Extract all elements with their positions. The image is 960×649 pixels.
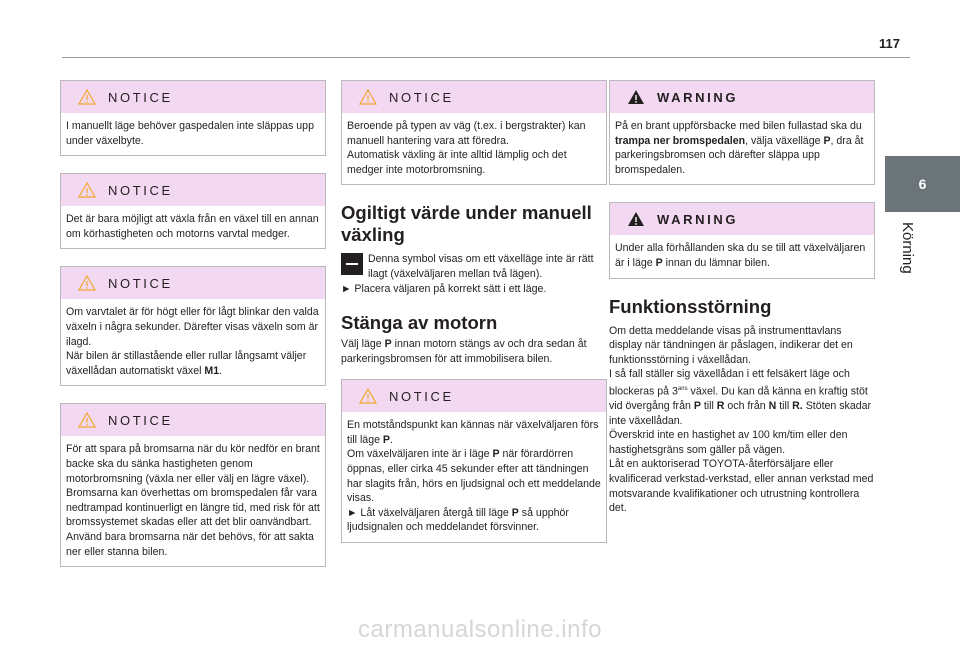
notice-header [61, 174, 325, 206]
notice-title: NOTICE [108, 89, 173, 105]
warning-body [610, 113, 874, 184]
chapter-tab[interactable] [885, 156, 960, 212]
section-invalid-body [341, 252, 607, 297]
symbol-row [341, 252, 607, 282]
malfunction-text: Överskrid inte en hastighet av 100 km/tim eller den hastighetsgräns som gäller på vägen. [609, 429, 848, 456]
notice-title: NOTICE [108, 182, 173, 198]
notice-text: Om varvtalet är för högt eller för lågt blinkar den valda växeln i några sekunder. Därefter visas växeln som är ilagd. [66, 306, 319, 348]
notice-text: När bilen är stillastående eller rullar långsamt väljer växellådan automatiskt växel M1. [66, 350, 307, 377]
warning-triangle-icon [78, 275, 96, 291]
chapter-label: Körning [899, 222, 916, 274]
notice-header [61, 81, 325, 113]
notice-box [341, 379, 607, 543]
notice-text: Beroende på typen av väg (t.ex. i bergstrakter) kan manuell hantering vara att föredra. [347, 120, 586, 147]
notice-text: Bromsarna kan överhettas om bromspedalen får vara nedtrampad kontinuerligt en längre tid, med risk för att bromssystemet skadas eller att det blir oanvändbart. [66, 487, 320, 529]
notice-header [61, 404, 325, 436]
column-right [609, 80, 875, 516]
notice-title: NOTICE [389, 89, 454, 105]
warning-triangle-icon [627, 211, 645, 227]
invalid-gear-symbol-icon [341, 253, 363, 275]
notice-title: NOTICE [108, 412, 173, 428]
notice-header [61, 267, 325, 299]
warning-triangle-icon [627, 89, 645, 105]
column-left [60, 80, 326, 584]
warning-triangle-icon [359, 89, 377, 105]
notice-text: Det är bara möjligt att växla från en växel till en annan om körhastigheten och motorns varvtal medger. [66, 213, 319, 240]
malfunction-text: Låt en auktoriserad TOYOTA-återförsäljare eller kvalificerad verkstad-verkstad, eller annan verkstad med motsvarande kvalifikationer och utrustning kontrollera det. [609, 458, 874, 515]
warning-triangle-icon [78, 412, 96, 428]
notice-header [342, 380, 606, 412]
notice-header [342, 81, 606, 113]
notice-text: Om växelväljaren inte är i läge P när förardörren öppnas, eller cirka 45 sekunder efter att tändningen har slagits från, hörs en ljudsignal och ett meddelande visas. [347, 448, 601, 505]
section-malfunction-body [609, 324, 875, 516]
section-title-stop-engine: Stänga av motorn [341, 311, 498, 333]
chapter-number: 6 [918, 176, 927, 192]
notice-body [342, 412, 606, 542]
notice-text: I manuellt läge behöver gaspedalen inte släppas upp under växelbyte. [66, 120, 314, 147]
warning-triangle-icon [78, 89, 96, 105]
section-stop-text: Välj läge P innan motorn stängs av och dra sedan åt parkeringsbromsen för att immobilisera bilen. [341, 337, 587, 365]
notice-body [61, 113, 325, 155]
notice-text: För att spara på bromsarna när du kör nedför en brant backe ska du sänka hastigheten genom motorbromsning (växla ner eller välj en lägre växel). [66, 443, 320, 485]
malfunction-text: I så fall ställer sig växellådan i ett felsäkert läge och blockeras på $3^{ans}$ växel. Du kan då känna en kraftig stöt vid övergång från P till R och från N till R. Stöten skadar inte växellådan. [609, 368, 872, 427]
notice-box [60, 80, 326, 156]
notice-body [61, 206, 325, 248]
warning-header [610, 203, 874, 235]
warning-body [610, 235, 874, 277]
notice-box [60, 173, 326, 249]
column-middle [341, 80, 607, 560]
warning-triangle-icon [359, 388, 377, 404]
notice-title: NOTICE [389, 388, 454, 404]
notice-body [61, 299, 325, 385]
section-title-invalid-value: Ogiltigt värde under manuell växling [341, 202, 592, 246]
notice-body [61, 436, 325, 566]
malfunction-text: Om detta meddelande visas på instrumenttavlans display när tändningen är påslagen, indikerar det en funktionsstörning i växellådan. [609, 324, 853, 366]
warning-triangle-icon [78, 182, 96, 198]
warning-title: WARNING [657, 89, 739, 105]
warning-text: På en brant uppförsbacke med bilen fullastad ska du trampa ner bromspedalen, välja växelläge P, dra åt parkeringsbromsen och därefter släppa upp bromspedalen. [615, 120, 864, 176]
notice-text: ► Låt växelväljaren återgå till läge P så upphör ljudsignalen och meddelandet försvinner. [347, 506, 569, 534]
watermark: carmanualsonline.info [358, 616, 602, 643]
warning-text: Under alla förhållanden ska du se till att växelväljaren är i läge P innan du lämnar bilen. [615, 242, 866, 269]
bullet-instruction: ► Placera väljaren på korrekt sätt i ett läge. [341, 283, 547, 296]
symbol-description: Denna symbol visas om ett växelläge inte är rätt ilagt (växelväljaren mellan två lägen). [368, 253, 594, 280]
section-stop-body [341, 337, 607, 366]
warning-title: WARNING [657, 211, 739, 227]
top-rule [62, 57, 910, 58]
notice-text: En motståndspunkt kan kännas när växelväljaren förs till läge P. [347, 419, 599, 446]
section-title-malfunction: Funktionsstörning [609, 295, 772, 317]
notice-body [342, 113, 606, 184]
warning-box [609, 202, 875, 278]
page-number: 117 [879, 36, 900, 51]
notice-text: Automatisk växling är inte alltid lämplig och det medger inte motorbromsning. [347, 149, 567, 176]
notice-text: Använd bara bromsarna när det behövs, för att sakta ner eller stanna bilen. [66, 530, 314, 558]
notice-box [60, 266, 326, 386]
warning-box [609, 80, 875, 185]
notice-box [60, 403, 326, 567]
notice-title: NOTICE [108, 275, 173, 291]
notice-box [341, 80, 607, 185]
warning-header [610, 81, 874, 113]
